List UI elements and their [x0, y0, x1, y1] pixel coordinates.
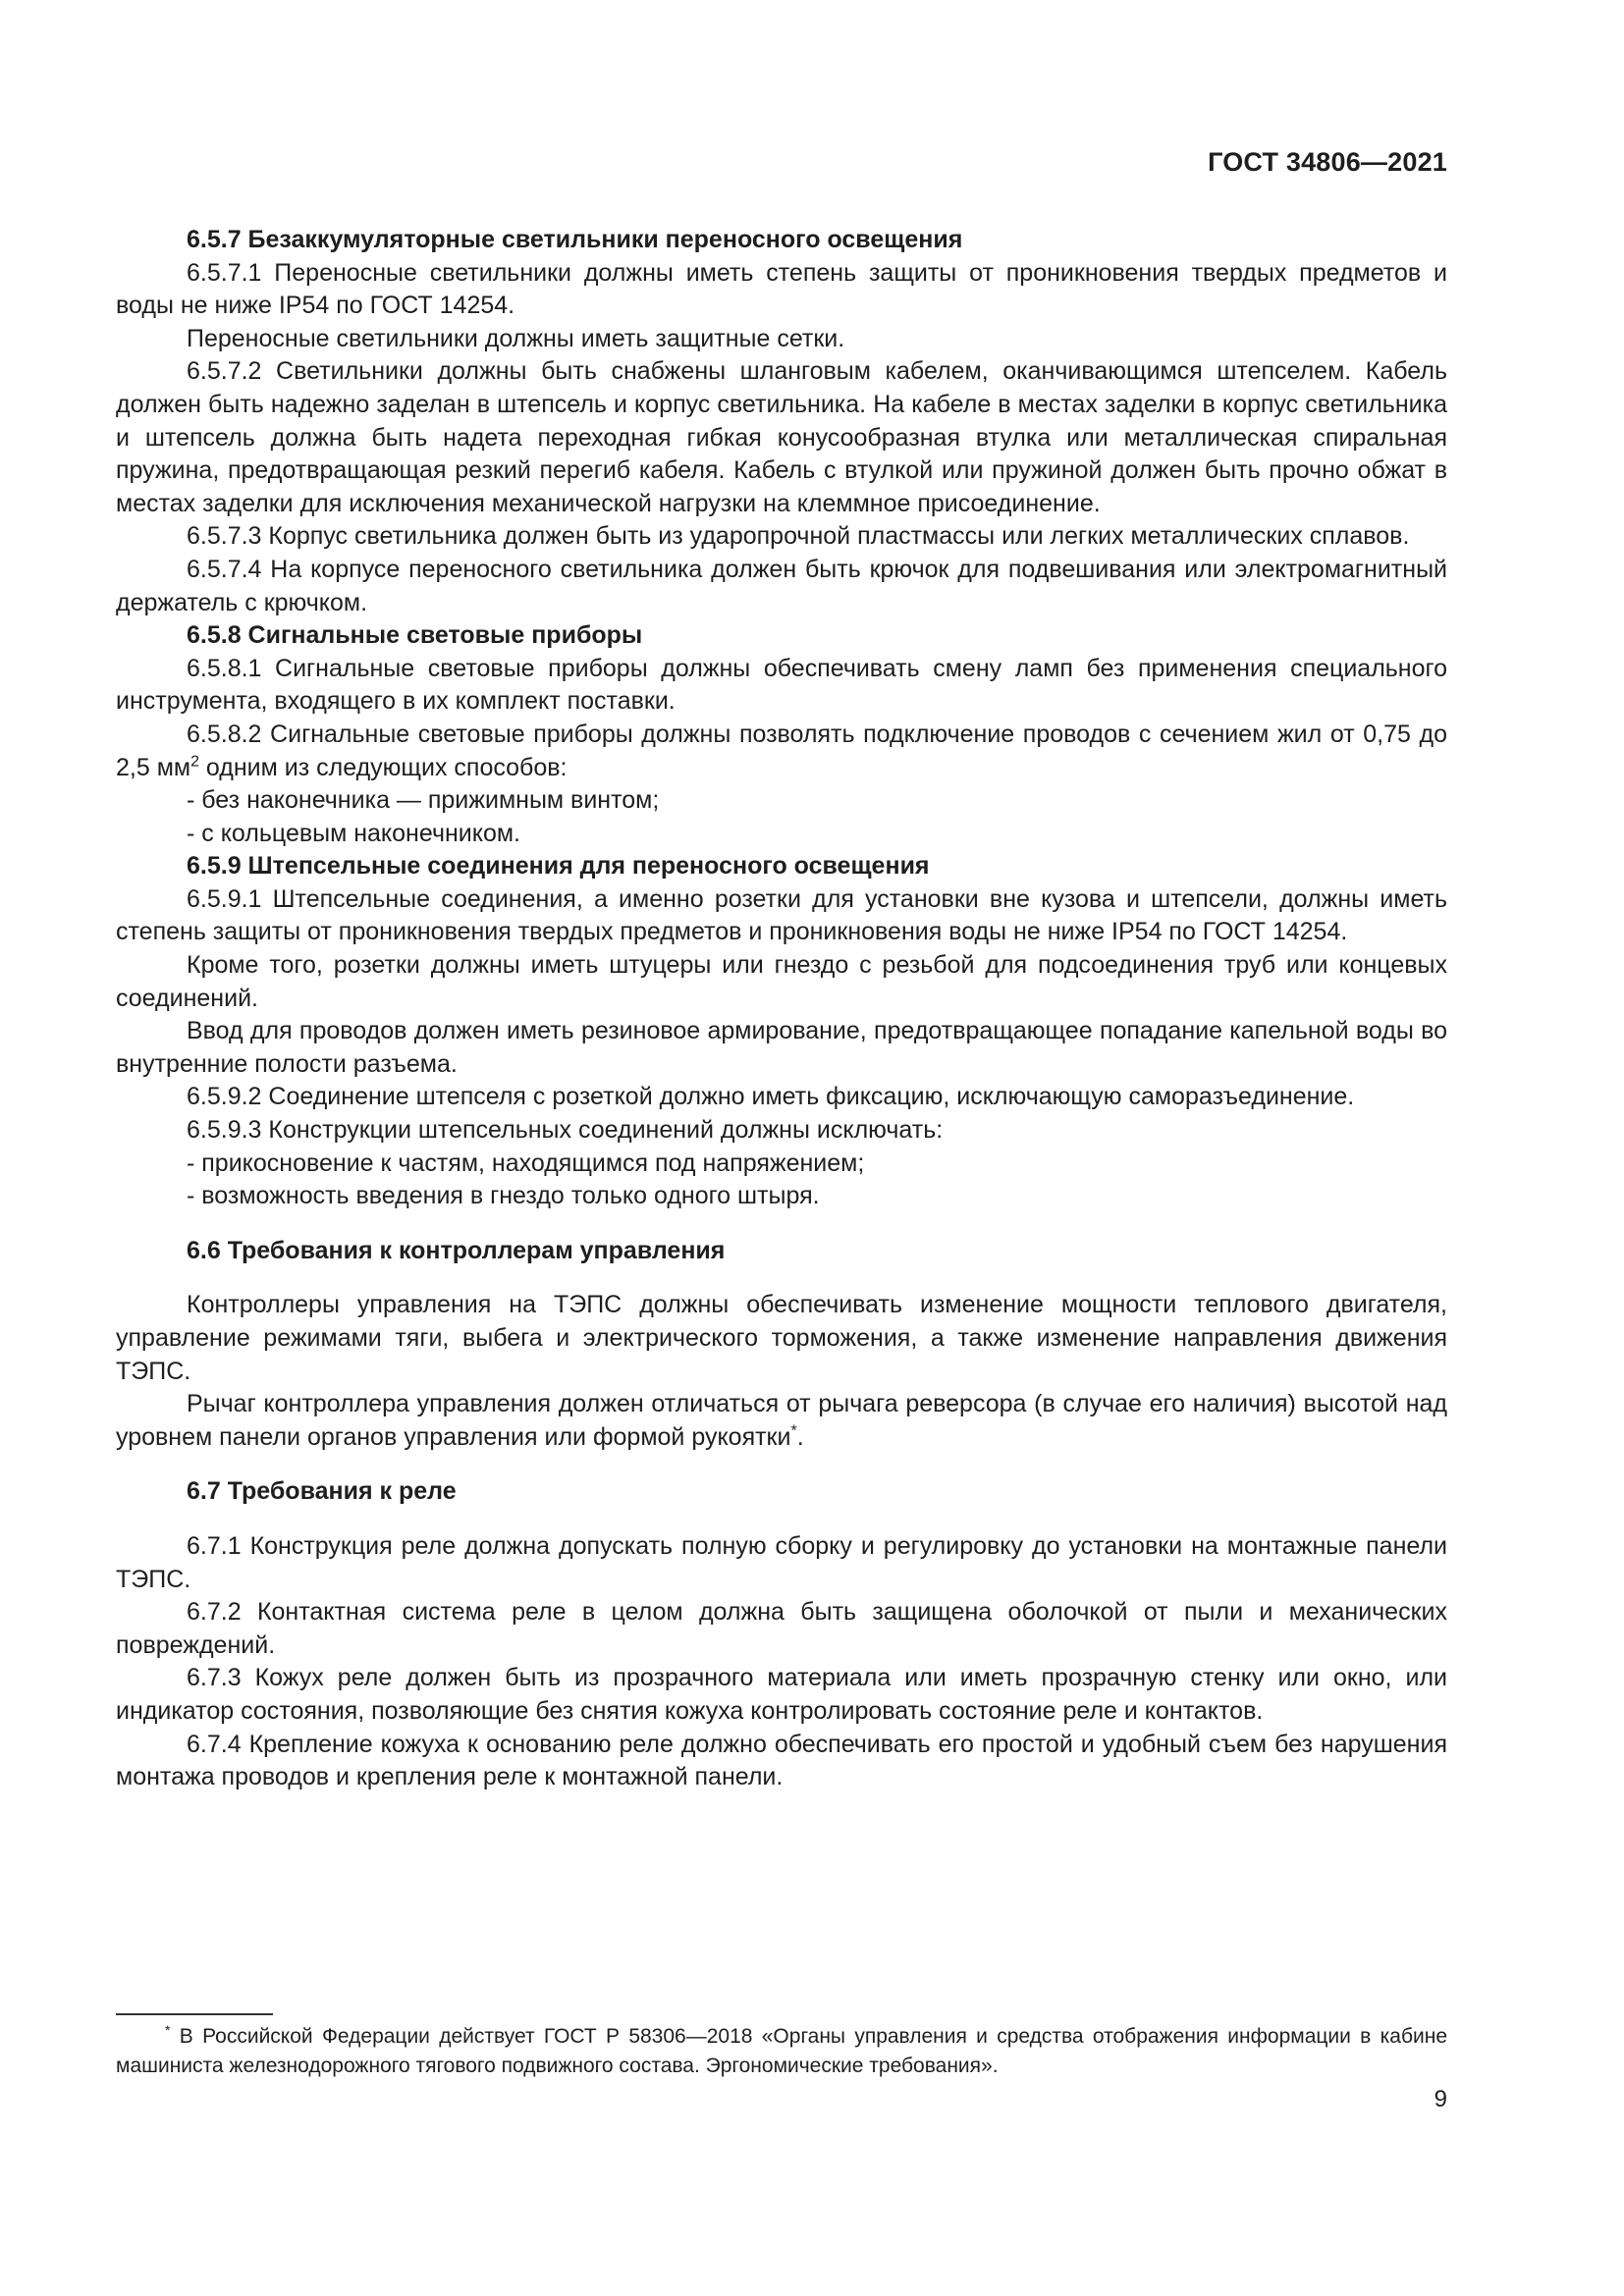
- list-item: - прикосновение к частям, находящимся под напряжением;: [187, 1148, 865, 1177]
- paragraph-text: Рычаг контроллера управления должен отличаться от рычага реверсора (в случае его наличия) высотой над уровнем панели органов управления или формой рукоятки: [116, 1390, 1447, 1451]
- section-heading-6-6: 6.6 Требования к контроллерам управления: [187, 1236, 726, 1264]
- paragraph: 6.5.7.2 Светильники должны быть снабжены шланговым кабелем, оканчивающимся штепселем. Кабель должен быть надежно заделан в штепсель и корпус светильника. На кабеле в местах заделки в корпус светильника и штепсель должна быть надета переходная гибкая конусообразная втулка или металлическая спиральная пружина, предотвращающая резкий перегиб кабеля. Кабель с втулкой или пружиной должен быть прочно обжат в местах заделки для исключения механической нагрузки на клеммное присоединение.: [116, 357, 1447, 517]
- paragraph: 6.7.3 Кожух реле должен быть из прозрачного материала или иметь прозрачную стенку или окно, или индикатор состояния, позволяющие без снятия кожуха контролировать состояние реле и контактов.: [116, 1664, 1447, 1725]
- section-heading-6-7: 6.7 Требования к реле: [187, 1477, 457, 1506]
- heading-6-5-9: 6.5.9 Штепсельные соединения для переносного освещения: [187, 852, 930, 881]
- heading-6-5-8: 6.5.8 Сигнальные световые приборы: [187, 621, 643, 650]
- document-code-header: ГОСТ 34806—2021: [1208, 147, 1447, 177]
- paragraph: 6.5.9.2 Соединение штепселя с розеткой должно иметь фиксацию, исключающую саморазъединение.: [187, 1083, 1355, 1111]
- paragraph-with-superscript: [116, 719, 1447, 784]
- paragraph-text-after: .: [796, 1422, 804, 1451]
- paragraph: Переносные светильники должны иметь защитные сетки.: [187, 324, 845, 352]
- paragraph: 6.5.7.4 На корпусе переносного светильника должен быть крючок для подвешивания или электромагнитный держатель с крючком.: [116, 555, 1447, 616]
- paragraph: 6.7.2 Контактная система реле в целом должна быть защищена оболочкой от пыли и механических повреждений.: [116, 1598, 1447, 1659]
- paragraph: 6.7.4 Крепление кожуха к основанию реле должно обеспечивать его простой и удобный съем без нарушения монтажа проводов и крепления реле к монтажной панели.: [116, 1730, 1447, 1791]
- page-number: 9: [1434, 2086, 1447, 2112]
- paragraph-text: 6.5.8.2 Сигнальные световые приборы должны позволять подключение проводов с сечением жил от 0,75 до 2,5 мм: [116, 720, 1447, 781]
- footnote-divider: [116, 2013, 273, 2015]
- paragraph: 6.5.8.1 Сигнальные световые приборы должны обеспечивать смену ламп без применения специального инструмента, входящего в их комплект поставки.: [116, 654, 1447, 716]
- list-item: - с кольцевым наконечником.: [187, 819, 520, 847]
- paragraph: 6.7.1 Конструкция реле должна допускать полную сборку и регулировку до установки на монтажные панели ТЭПС.: [116, 1531, 1447, 1593]
- superscript: 2: [190, 753, 199, 771]
- footnote-text: В Российской Федерации действует ГОСТ Р 58306—2018 «Органы управления и средства отображения информации в кабине машиниста железнодорожного тягового подвижного состава. Эргономические требования».: [116, 2025, 1447, 2077]
- paragraph-with-footnote-mark: [116, 1388, 1447, 1454]
- list-item: - без наконечника — прижимным винтом;: [187, 786, 660, 815]
- paragraph: Ввод для проводов должен иметь резиновое армирование, предотвращающее попадание капельной воды во внутренние полости разъема.: [116, 1017, 1447, 1078]
- footnote-mark: *: [165, 2022, 171, 2038]
- paragraph: 6.5.9.3 Конструкции штепсельных соединений должны исключать:: [187, 1116, 944, 1145]
- paragraph-text-after: одним из следующих способов:: [198, 753, 568, 781]
- paragraph: Контроллеры управления на ТЭПС должны обеспечивать изменение мощности теплового двигателя, управление режимами тяги, выбега и электрического торможения, а также изменение направления движения ТЭПС.: [116, 1291, 1447, 1385]
- list-item: - возможность введения в гнездо только одного штыря.: [187, 1182, 820, 1210]
- paragraph: 6.5.7.1 Переносные светильники должны иметь степень защиты от проникновения твердых предметов и воды не ниже IP54 по ГОСТ 14254.: [116, 258, 1447, 320]
- footnote-mark: *: [790, 1422, 797, 1440]
- body-text: [116, 224, 1447, 1794]
- paragraph: Кроме того, розетки должны иметь штуцеры или гнездо с резьбой для подсоединения труб или концевых соединений.: [116, 951, 1447, 1012]
- paragraph: 6.5.9.1 Штепсельные соединения, а именно розетки для установки вне кузова и штепсели, должны иметь степень защиты от проникновения твердых предметов и проникновения воды не ниже IP54 по ГОСТ 14254.: [116, 884, 1447, 946]
- paragraph: 6.5.7.3 Корпус светильника должен быть из ударопрочной пластмассы или легких металлических сплавов.: [187, 522, 1410, 551]
- heading-6-5-7: 6.5.7 Безаккумуляторные светильники переносного освещения: [187, 226, 963, 253]
- footnote: [116, 2022, 1447, 2081]
